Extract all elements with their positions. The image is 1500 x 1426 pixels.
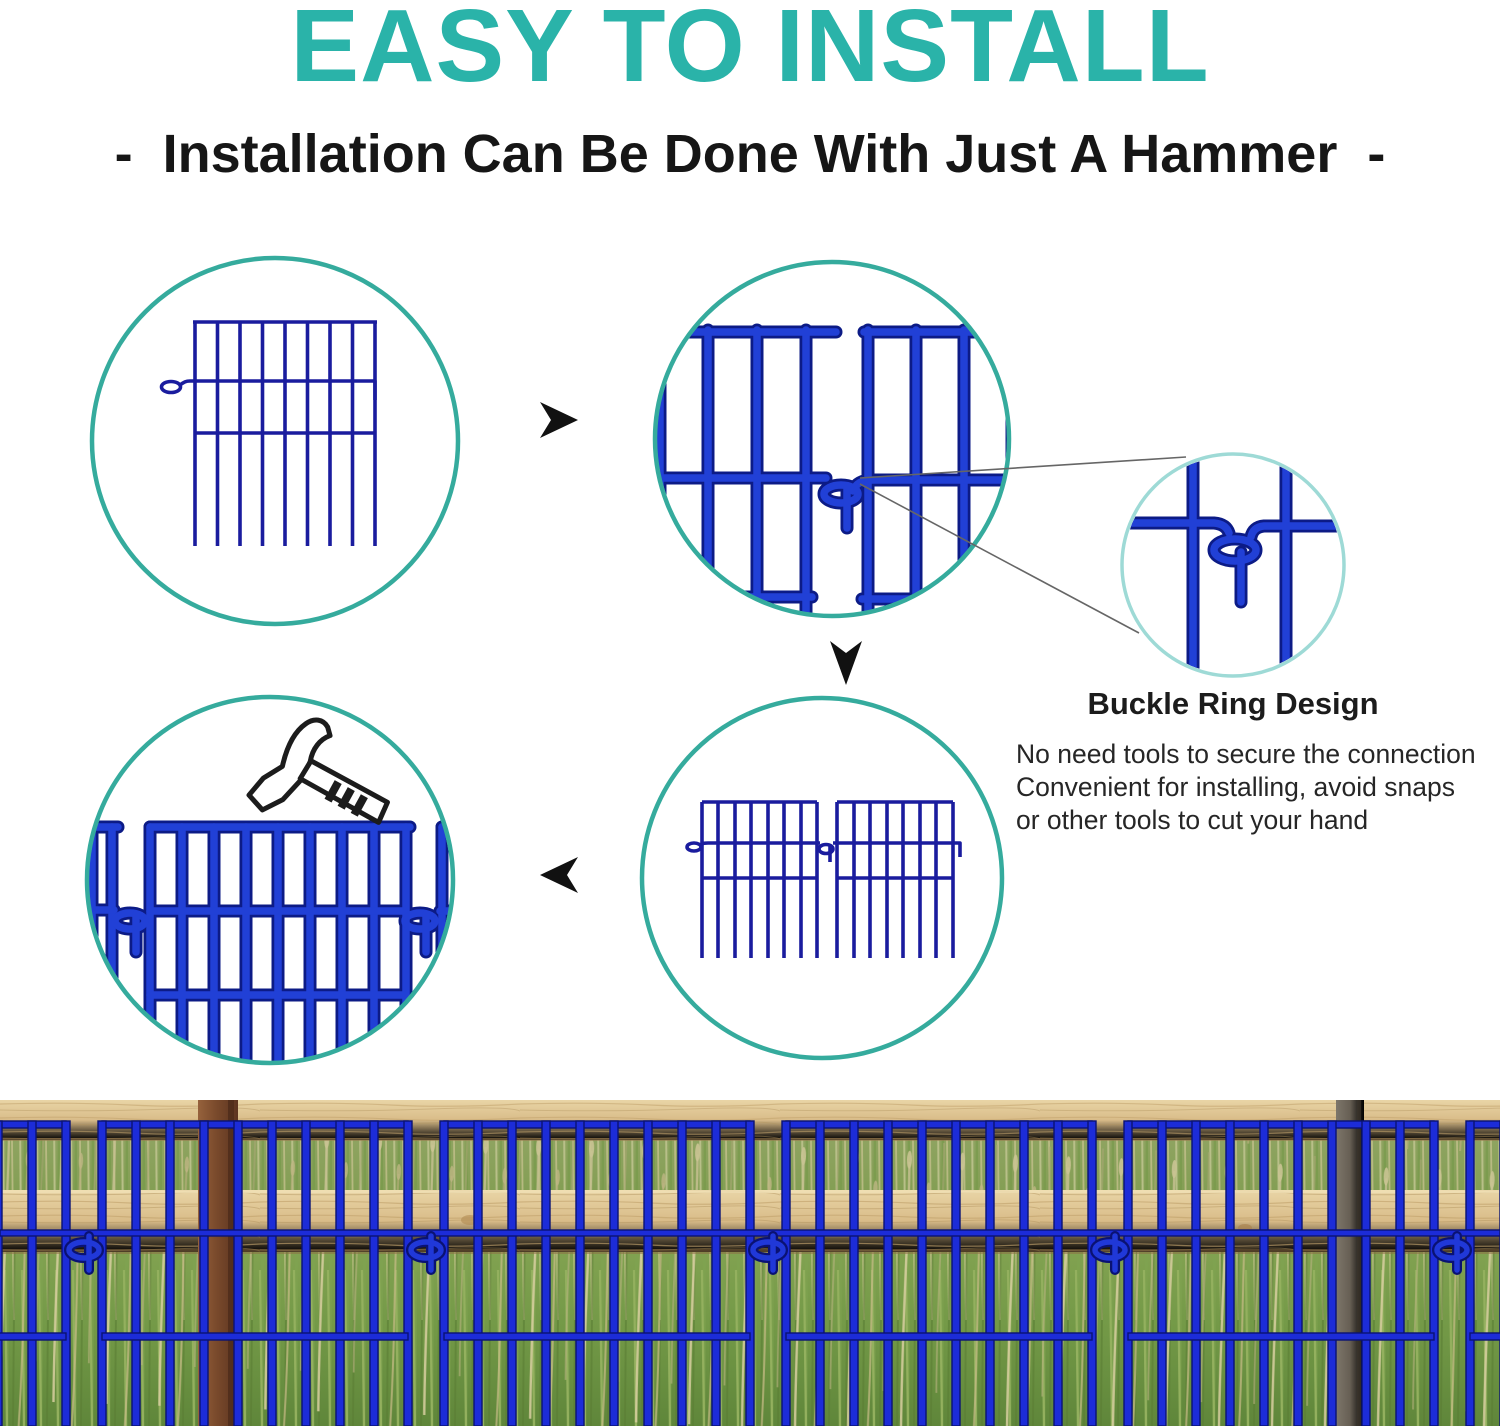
arrow-left-icon <box>540 857 578 893</box>
page-title: EASY TO INSTALL <box>290 0 1210 103</box>
joined-panels-drawing <box>687 802 960 958</box>
buckle-ring-description <box>1016 738 1476 837</box>
step-2-circle <box>640 262 1020 620</box>
description-line-2: Convenient for installing, avoid snaps <box>1016 772 1455 802</box>
description-line-1: No need tools to secure the connection <box>1016 739 1476 769</box>
installed-fence-photo-art <box>0 1100 1500 1426</box>
arrow-right-icon <box>540 402 578 438</box>
buckle-detail-circle <box>1122 450 1345 680</box>
step-1-circle <box>92 258 458 624</box>
step-4-circle <box>60 697 474 1075</box>
step-3-circle <box>642 698 1002 1058</box>
panel-connection-drawing <box>640 330 1020 620</box>
buckle-ring-heading: Buckle Ring Design <box>1087 686 1379 721</box>
fence-panel-drawing <box>162 322 378 546</box>
page-subtitle: - Installation Can Be Done With Just A Hammer - <box>114 124 1386 184</box>
description-line-3: or other tools to cut your hand <box>1016 805 1369 835</box>
hammering-drawing <box>60 827 474 1075</box>
arrow-down-icon <box>830 641 862 685</box>
